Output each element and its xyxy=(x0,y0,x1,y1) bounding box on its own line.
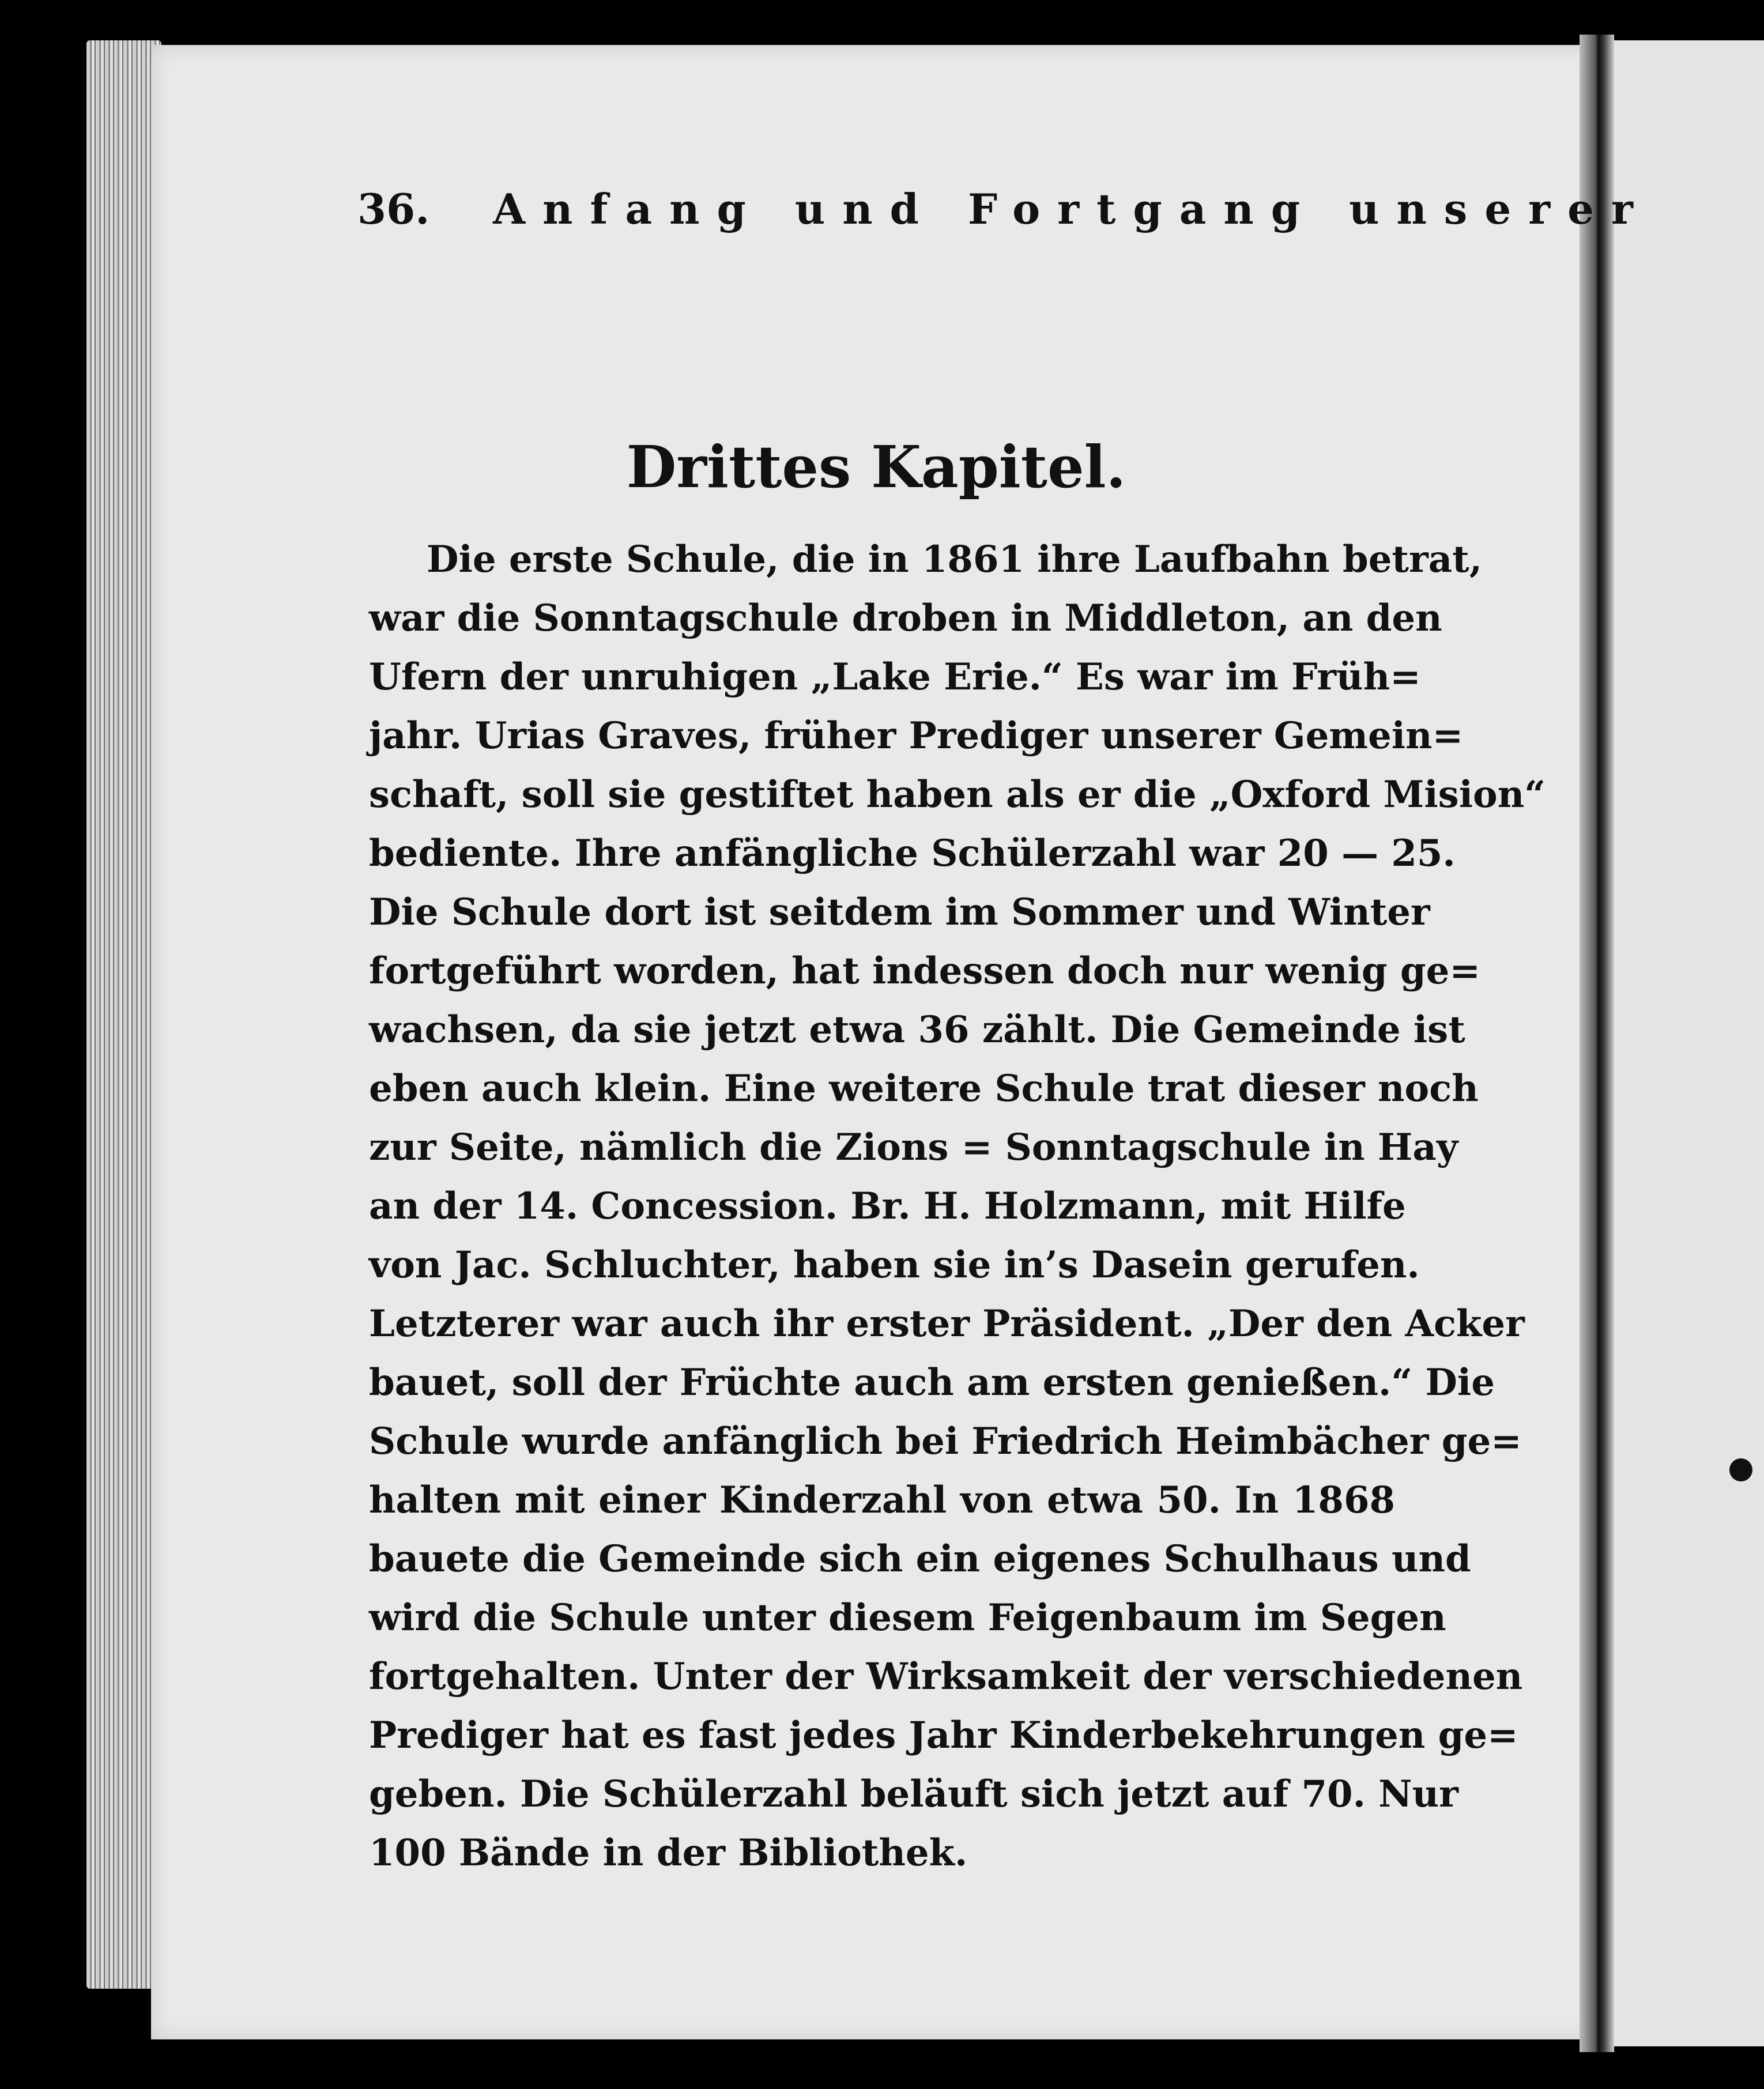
text-line: Schule wurde anfänglich bei Friedrich Heimbächer ge= xyxy=(369,1420,1522,1463)
text-line: 100 Bände in der Bibliothek. xyxy=(369,1831,968,1875)
text-line: Ufern der unruhigen „Lake Erie.“ Es war im Früh= xyxy=(369,655,1421,699)
text-line: bediente. Ihre anfängliche Schülerzahl war 20 — 25. xyxy=(369,832,1456,875)
text-line: wachsen, da sie jetzt etwa 36 zählt. Die Gemeinde ist xyxy=(369,1008,1465,1051)
facing-page-edge xyxy=(1614,40,1764,2046)
text-line: Die erste Schule, die in 1861 ihre Laufbahn betrat, xyxy=(427,538,1482,581)
text-line: Die Schule dort ist seitdem im Sommer und Winter xyxy=(369,891,1430,934)
ink-mark xyxy=(1729,1458,1752,1481)
text-line: eben auch klein. Eine weitere Schule trat dieser noch xyxy=(369,1067,1479,1110)
running-header xyxy=(357,184,1650,248)
text-line: halten mit einer Kinderzahl von etwa 50. In 1868 xyxy=(369,1479,1395,1522)
text-line: an der 14. Concession. Br. H. Holzmann, mit Hilfe xyxy=(369,1185,1406,1228)
text-line: geben. Die Schülerzahl beläuft sich jetzt auf 70. Nur xyxy=(369,1773,1458,1816)
running-title: Anfang und Fortgang unserer xyxy=(493,184,1650,233)
book-spine-gutter xyxy=(1580,35,1614,2052)
text-line: zur Seite, nämlich die Zions = Sonntagschule in Hay xyxy=(369,1126,1458,1169)
text-line: war die Sonntagschule droben in Middleton, an den xyxy=(369,597,1442,640)
text-line: bauete die Gemeinde sich ein eigenes Schulhaus und xyxy=(369,1537,1471,1581)
text-line: jahr. Urias Graves, früher Prediger unserer Gemein= xyxy=(369,714,1464,757)
text-line: bauet, soll der Früchte auch am ersten genießen.“ Die xyxy=(369,1361,1495,1404)
page-edges xyxy=(86,40,161,1989)
text-line: Letzterer war auch ihr erster Präsident. „Der den Acker xyxy=(369,1302,1525,1345)
text-line: fortgeführt worden, hat indessen doch nur wenig ge= xyxy=(369,949,1480,993)
chapter-title: Drittes Kapitel. xyxy=(626,433,1126,501)
text-line: schaft, soll sie gestiftet haben als er die „Oxford Mision“ xyxy=(369,773,1546,816)
text-line: Prediger hat es fast jedes Jahr Kinderbekehrungen ge= xyxy=(369,1714,1518,1757)
page-number: 36. xyxy=(357,184,430,233)
text-line: fortgehalten. Unter der Wirksamkeit der verschiedenen xyxy=(369,1655,1523,1698)
text-line: von Jac. Schluchter, haben sie in’s Dasein gerufen. xyxy=(369,1243,1420,1287)
text-line: wird die Schule unter diesem Feigenbaum im Segen xyxy=(369,1596,1446,1639)
body-text xyxy=(369,530,1546,1883)
